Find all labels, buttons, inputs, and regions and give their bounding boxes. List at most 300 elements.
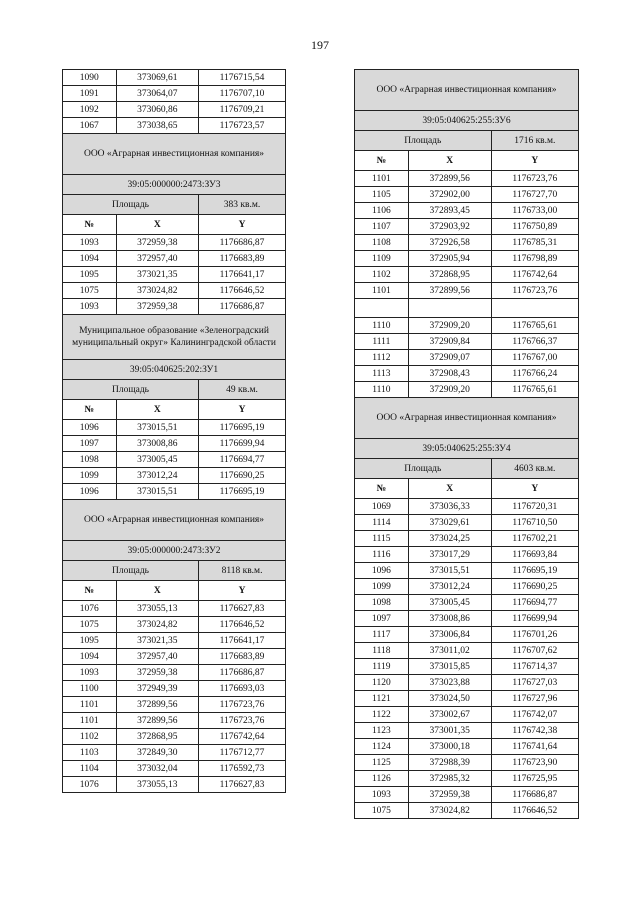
table-cell: 1176694,77 <box>491 595 578 611</box>
table-cell: 372909,20 <box>408 318 491 334</box>
table-row <box>355 771 579 787</box>
table-cell <box>408 299 491 318</box>
table-cell: 1176766,24 <box>491 366 578 382</box>
table-cell: 1176694,77 <box>199 452 286 468</box>
area-label: Площадь <box>63 195 199 215</box>
table-cell: 1121 <box>355 691 409 707</box>
table-cell: 1176712,77 <box>199 745 286 761</box>
table-row <box>63 251 286 267</box>
table-cell: 1116 <box>355 547 409 563</box>
table-cell: 1102 <box>355 267 409 283</box>
table-cell: 1176641,17 <box>199 633 286 649</box>
table-row <box>63 70 286 86</box>
table-cell: 1101 <box>355 283 409 299</box>
table-cell: 1176695,19 <box>199 484 286 500</box>
table-cell: 1093 <box>63 299 117 315</box>
owner-row <box>63 500 286 541</box>
table-row <box>355 531 579 547</box>
table-cell: 1126 <box>355 771 409 787</box>
table-cell: 373060,86 <box>116 102 199 118</box>
table-cell: 1110 <box>355 382 409 398</box>
area-label: Площадь <box>63 380 199 400</box>
table-cell: 1108 <box>355 235 409 251</box>
column-header: Y <box>491 151 578 171</box>
table-row <box>63 118 286 134</box>
table-row <box>355 579 579 595</box>
table-row <box>63 420 286 436</box>
table-row <box>63 484 286 500</box>
column-header: № <box>63 400 117 420</box>
table-cell: 1176727,03 <box>491 675 578 691</box>
table-row <box>355 643 579 659</box>
table-cell: 1176686,87 <box>491 787 578 803</box>
cadastral-row <box>355 111 579 131</box>
table-row <box>355 627 579 643</box>
table-cell: 1096 <box>355 563 409 579</box>
table-cell: 1093 <box>355 787 409 803</box>
table-cell: 1098 <box>63 452 117 468</box>
column-header: № <box>63 215 117 235</box>
table-cell: 372868,95 <box>116 729 199 745</box>
table-cell: 373001,35 <box>408 723 491 739</box>
table-cell: 373008,86 <box>408 611 491 627</box>
table-row <box>63 283 286 299</box>
table-cell: 1176733,00 <box>491 203 578 219</box>
table-row <box>355 755 579 771</box>
table-cell: 1176742,07 <box>491 707 578 723</box>
table-cell: 1118 <box>355 643 409 659</box>
table-cell: 1176727,96 <box>491 691 578 707</box>
left-column <box>62 69 286 793</box>
table-cell: 1176627,83 <box>199 601 286 617</box>
table-cell: 1097 <box>355 611 409 627</box>
table-row <box>355 267 579 283</box>
table-cell: 1176723,76 <box>491 283 578 299</box>
table-cell: 373015,85 <box>408 659 491 675</box>
table-cell: 373002,67 <box>408 707 491 723</box>
table-cell: 1176725,95 <box>491 771 578 787</box>
coordinates-table-right <box>354 69 579 819</box>
column-header: X <box>116 581 199 601</box>
table-row <box>355 382 579 398</box>
table-cell: 1075 <box>355 803 409 819</box>
table-cell: 1119 <box>355 659 409 675</box>
column-header: Y <box>491 479 578 499</box>
table-cell: 1176766,37 <box>491 334 578 350</box>
table-row <box>63 649 286 665</box>
table-cell: 1176785,31 <box>491 235 578 251</box>
area-row <box>63 561 286 581</box>
table-cell: 1109 <box>355 251 409 267</box>
table-cell: 373006,84 <box>408 627 491 643</box>
area-row <box>63 380 286 400</box>
table-cell: 1176693,03 <box>199 681 286 697</box>
table-row <box>63 86 286 102</box>
table-cell: 1176741,64 <box>491 739 578 755</box>
table-cell: 372849,30 <box>116 745 199 761</box>
table-cell: 1115 <box>355 531 409 547</box>
table-row <box>355 611 579 627</box>
table-cell: 373021,35 <box>116 633 199 649</box>
table-row <box>63 436 286 452</box>
table-cell: 1125 <box>355 755 409 771</box>
table-row <box>63 452 286 468</box>
column-header: X <box>116 215 199 235</box>
table-cell: 1176727,70 <box>491 187 578 203</box>
table-cell: 1176695,19 <box>199 420 286 436</box>
table-row <box>63 681 286 697</box>
table-cell: 1176709,21 <box>199 102 286 118</box>
table-row <box>63 729 286 745</box>
table-row <box>355 203 579 219</box>
table-row <box>355 803 579 819</box>
table-row <box>355 707 579 723</box>
table-cell: 1176686,87 <box>199 665 286 681</box>
table-cell: 1176690,25 <box>491 579 578 595</box>
column-header: № <box>355 151 409 171</box>
table-cell: 1099 <box>63 468 117 484</box>
table-cell: 1176710,50 <box>491 515 578 531</box>
table-cell: 373015,51 <box>116 484 199 500</box>
area-row <box>355 459 579 479</box>
table-cell: 1176714,37 <box>491 659 578 675</box>
table-cell: 1076 <box>63 777 117 793</box>
owner-row <box>355 70 579 111</box>
table-cell: 1176742,38 <box>491 723 578 739</box>
table-cell: 372949,39 <box>116 681 199 697</box>
table-cell: 373024,25 <box>408 531 491 547</box>
table-cell: 1097 <box>63 436 117 452</box>
table-cell: 372909,20 <box>408 382 491 398</box>
owner-row <box>355 398 579 439</box>
table-row <box>355 595 579 611</box>
owner-row <box>63 134 286 175</box>
table-cell: 1099 <box>355 579 409 595</box>
table-cell: 1092 <box>63 102 117 118</box>
table-cell: 1075 <box>63 617 117 633</box>
right-column <box>354 69 579 819</box>
table-row <box>355 515 579 531</box>
table-cell: 373012,24 <box>408 579 491 595</box>
table-cell <box>355 299 409 318</box>
table-row <box>355 739 579 755</box>
table-cell: 1105 <box>355 187 409 203</box>
column-header: Y <box>199 215 286 235</box>
table-cell: 1075 <box>63 283 117 299</box>
table-cell: 1094 <box>63 251 117 267</box>
table-cell: 1111 <box>355 334 409 350</box>
area-label: Площадь <box>355 131 492 151</box>
table-cell: 1176592,73 <box>199 761 286 777</box>
table-cell: 1101 <box>355 171 409 187</box>
table-cell: 372959,38 <box>408 787 491 803</box>
owner-name: ООО «Аграрная инвестиционная компания» <box>63 500 286 541</box>
area-value: 383 кв.м. <box>199 195 286 215</box>
table-cell: 373024,50 <box>408 691 491 707</box>
cadastral-row <box>355 439 579 459</box>
table-cell: 373015,51 <box>408 563 491 579</box>
table-cell: 372902,00 <box>408 187 491 203</box>
table-cell: 373021,35 <box>116 267 199 283</box>
area-label: Площадь <box>63 561 199 581</box>
column-header: Y <box>199 400 286 420</box>
table-cell: 1176767,00 <box>491 350 578 366</box>
table-row <box>355 350 579 366</box>
table-row <box>355 547 579 563</box>
table-row <box>63 761 286 777</box>
page-number: 197 <box>311 38 329 52</box>
column-header: X <box>408 479 491 499</box>
table-cell: 372959,38 <box>116 299 199 315</box>
owner-name: ООО «Аграрная инвестиционная компания» <box>355 70 579 111</box>
table-cell: 1120 <box>355 675 409 691</box>
table-cell: 1096 <box>63 484 117 500</box>
table-cell: 373005,45 <box>408 595 491 611</box>
table-cell: 1176646,52 <box>199 617 286 633</box>
table-row <box>63 745 286 761</box>
table-cell: 1113 <box>355 366 409 382</box>
table-cell: 1101 <box>63 713 117 729</box>
table-row <box>63 267 286 283</box>
table-cell: 1176765,61 <box>491 318 578 334</box>
table-cell: 1176723,76 <box>491 171 578 187</box>
table-cell: 1101 <box>63 697 117 713</box>
table-cell: 372899,56 <box>408 283 491 299</box>
table-cell: 1110 <box>355 318 409 334</box>
column-header: Y <box>199 581 286 601</box>
table-row <box>355 219 579 235</box>
table-cell: 372893,45 <box>408 203 491 219</box>
header-row <box>355 479 579 499</box>
table-cell: 1176699,94 <box>199 436 286 452</box>
table-cell: 1076 <box>63 601 117 617</box>
table-cell: 1176646,52 <box>199 283 286 299</box>
table-row <box>63 299 286 315</box>
table-cell: 1176690,25 <box>199 468 286 484</box>
table-cell: 372899,56 <box>116 713 199 729</box>
table-cell: 1102 <box>63 729 117 745</box>
table-cell: 1094 <box>63 649 117 665</box>
area-value: 8118 кв.м. <box>199 561 286 581</box>
table-cell: 372905,94 <box>408 251 491 267</box>
table-cell: 373024,82 <box>408 803 491 819</box>
table-cell: 1176720,31 <box>491 499 578 515</box>
table-cell: 1176707,10 <box>199 86 286 102</box>
area-row <box>63 195 286 215</box>
table-cell: 1091 <box>63 86 117 102</box>
table-cell: 373064,07 <box>116 86 199 102</box>
table-row <box>63 235 286 251</box>
table-cell: 1176686,87 <box>199 299 286 315</box>
table-cell: 372926,58 <box>408 235 491 251</box>
table-cell: 372909,84 <box>408 334 491 350</box>
table-cell: 373011,02 <box>408 643 491 659</box>
table-cell: 373024,82 <box>116 283 199 299</box>
table-cell: 1093 <box>63 235 117 251</box>
table-cell: 1176646,52 <box>491 803 578 819</box>
table-cell: 1176742,64 <box>199 729 286 745</box>
table-row <box>355 691 579 707</box>
table-cell: 373008,86 <box>116 436 199 452</box>
table-cell: 1104 <box>63 761 117 777</box>
table-cell: 1176750,89 <box>491 219 578 235</box>
cadastral-row <box>63 541 286 561</box>
owner-name: ООО «Аграрная инвестиционная компания» <box>63 134 286 175</box>
table-cell: 1176701,26 <box>491 627 578 643</box>
table-cell: 1067 <box>63 118 117 134</box>
table-cell <box>491 299 578 318</box>
table-cell: 372957,40 <box>116 649 199 665</box>
table-cell: 1123 <box>355 723 409 739</box>
area-label: Площадь <box>355 459 492 479</box>
table-row <box>355 283 579 299</box>
table-row <box>355 499 579 515</box>
table-cell: 1176641,17 <box>199 267 286 283</box>
table-cell: 1100 <box>63 681 117 697</box>
table-cell: 1095 <box>63 267 117 283</box>
table-row <box>355 318 579 334</box>
table-cell: 373036,33 <box>408 499 491 515</box>
table-cell: 372959,38 <box>116 235 199 251</box>
table-cell: 373023,88 <box>408 675 491 691</box>
area-row <box>355 131 579 151</box>
header-row <box>355 151 579 171</box>
table-cell: 372959,38 <box>116 665 199 681</box>
table-row <box>355 723 579 739</box>
owner-name: Муниципальное образование «Зеленоградский муниципальный округ» Калининградской области <box>63 315 286 360</box>
table-row <box>63 713 286 729</box>
table-cell: 372899,56 <box>116 697 199 713</box>
cadastral-number: 39:05:040625:255:ЗУ6 <box>355 111 579 131</box>
table-cell: 372908,43 <box>408 366 491 382</box>
area-value: 4603 кв.м. <box>491 459 578 479</box>
column-header: № <box>63 581 117 601</box>
table-row <box>63 468 286 484</box>
table-cell: 372985,32 <box>408 771 491 787</box>
table-cell: 373000,18 <box>408 739 491 755</box>
table-cell: 1176723,76 <box>199 713 286 729</box>
table-cell: 1176686,87 <box>199 235 286 251</box>
table-cell: 373032,04 <box>116 761 199 777</box>
table-row <box>355 787 579 803</box>
cadastral-number: 39:05:040625:202:ЗУ1 <box>63 360 286 380</box>
table-row <box>63 777 286 793</box>
table-cell: 1176723,90 <box>491 755 578 771</box>
table-cell: 1107 <box>355 219 409 235</box>
table-cell: 373005,45 <box>116 452 199 468</box>
table-cell: 1176699,94 <box>491 611 578 627</box>
table-cell: 1103 <box>63 745 117 761</box>
area-value: 1716 кв.м. <box>491 131 578 151</box>
table-row <box>355 334 579 350</box>
table-cell: 373029,61 <box>408 515 491 531</box>
table-cell: 1090 <box>63 70 117 86</box>
table-cell: 1124 <box>355 739 409 755</box>
table-row <box>63 617 286 633</box>
table-cell: 373069,61 <box>116 70 199 86</box>
table-cell: 1176683,89 <box>199 649 286 665</box>
table-cell: 1112 <box>355 350 409 366</box>
table-cell: 1106 <box>355 203 409 219</box>
table-row <box>63 633 286 649</box>
owner-name: ООО «Аграрная инвестиционная компания» <box>355 398 579 439</box>
table-row <box>355 366 579 382</box>
table-cell: 1093 <box>63 665 117 681</box>
coordinates-table-left <box>62 69 286 793</box>
table-cell: 1176707,62 <box>491 643 578 659</box>
table-cell: 1098 <box>355 595 409 611</box>
table-cell: 373017,29 <box>408 547 491 563</box>
table-cell: 1176695,19 <box>491 563 578 579</box>
table-cell: 1122 <box>355 707 409 723</box>
table-cell: 1117 <box>355 627 409 643</box>
table-cell: 1095 <box>63 633 117 649</box>
table-cell: 372899,56 <box>408 171 491 187</box>
table-cell: 1176627,83 <box>199 777 286 793</box>
header-row <box>63 400 286 420</box>
table-cell: 372909,07 <box>408 350 491 366</box>
table-row <box>355 235 579 251</box>
table-cell: 373055,13 <box>116 601 199 617</box>
cadastral-number: 39:05:000000:2473:ЗУ3 <box>63 175 286 195</box>
cadastral-number: 39:05:040625:255:ЗУ4 <box>355 439 579 459</box>
header-row <box>63 215 286 235</box>
table-cell: 1176723,76 <box>199 697 286 713</box>
table-row <box>355 675 579 691</box>
table-cell: 1176723,57 <box>199 118 286 134</box>
table-row <box>355 299 579 318</box>
owner-row <box>63 315 286 360</box>
table-cell: 1176715,54 <box>199 70 286 86</box>
table-cell: 1176798,89 <box>491 251 578 267</box>
cadastral-row <box>63 360 286 380</box>
table-cell: 1176742,64 <box>491 267 578 283</box>
table-row <box>63 102 286 118</box>
table-cell: 373055,13 <box>116 777 199 793</box>
table-row <box>355 563 579 579</box>
table-cell: 1176765,61 <box>491 382 578 398</box>
table-row <box>63 697 286 713</box>
table-cell: 1069 <box>355 499 409 515</box>
table-row <box>355 659 579 675</box>
table-cell: 1114 <box>355 515 409 531</box>
column-header: X <box>408 151 491 171</box>
table-row <box>63 665 286 681</box>
table-cell: 372957,40 <box>116 251 199 267</box>
table-cell: 372988,39 <box>408 755 491 771</box>
cadastral-number: 39:05:000000:2473:ЗУ2 <box>63 541 286 561</box>
table-cell: 372868,95 <box>408 267 491 283</box>
table-row <box>63 601 286 617</box>
area-value: 49 кв.м. <box>199 380 286 400</box>
table-row <box>355 187 579 203</box>
column-header: X <box>116 400 199 420</box>
table-cell: 373024,82 <box>116 617 199 633</box>
table-cell: 1176702,21 <box>491 531 578 547</box>
table-row <box>355 171 579 187</box>
table-cell: 1096 <box>63 420 117 436</box>
table-cell: 373015,51 <box>116 420 199 436</box>
table-row <box>355 251 579 267</box>
table-cell: 1176683,89 <box>199 251 286 267</box>
table-cell: 373012,24 <box>116 468 199 484</box>
column-header: № <box>355 479 409 499</box>
table-cell: 372903,92 <box>408 219 491 235</box>
table-cell: 1176693,84 <box>491 547 578 563</box>
header-row <box>63 581 286 601</box>
cadastral-row <box>63 175 286 195</box>
table-cell: 373038,65 <box>116 118 199 134</box>
